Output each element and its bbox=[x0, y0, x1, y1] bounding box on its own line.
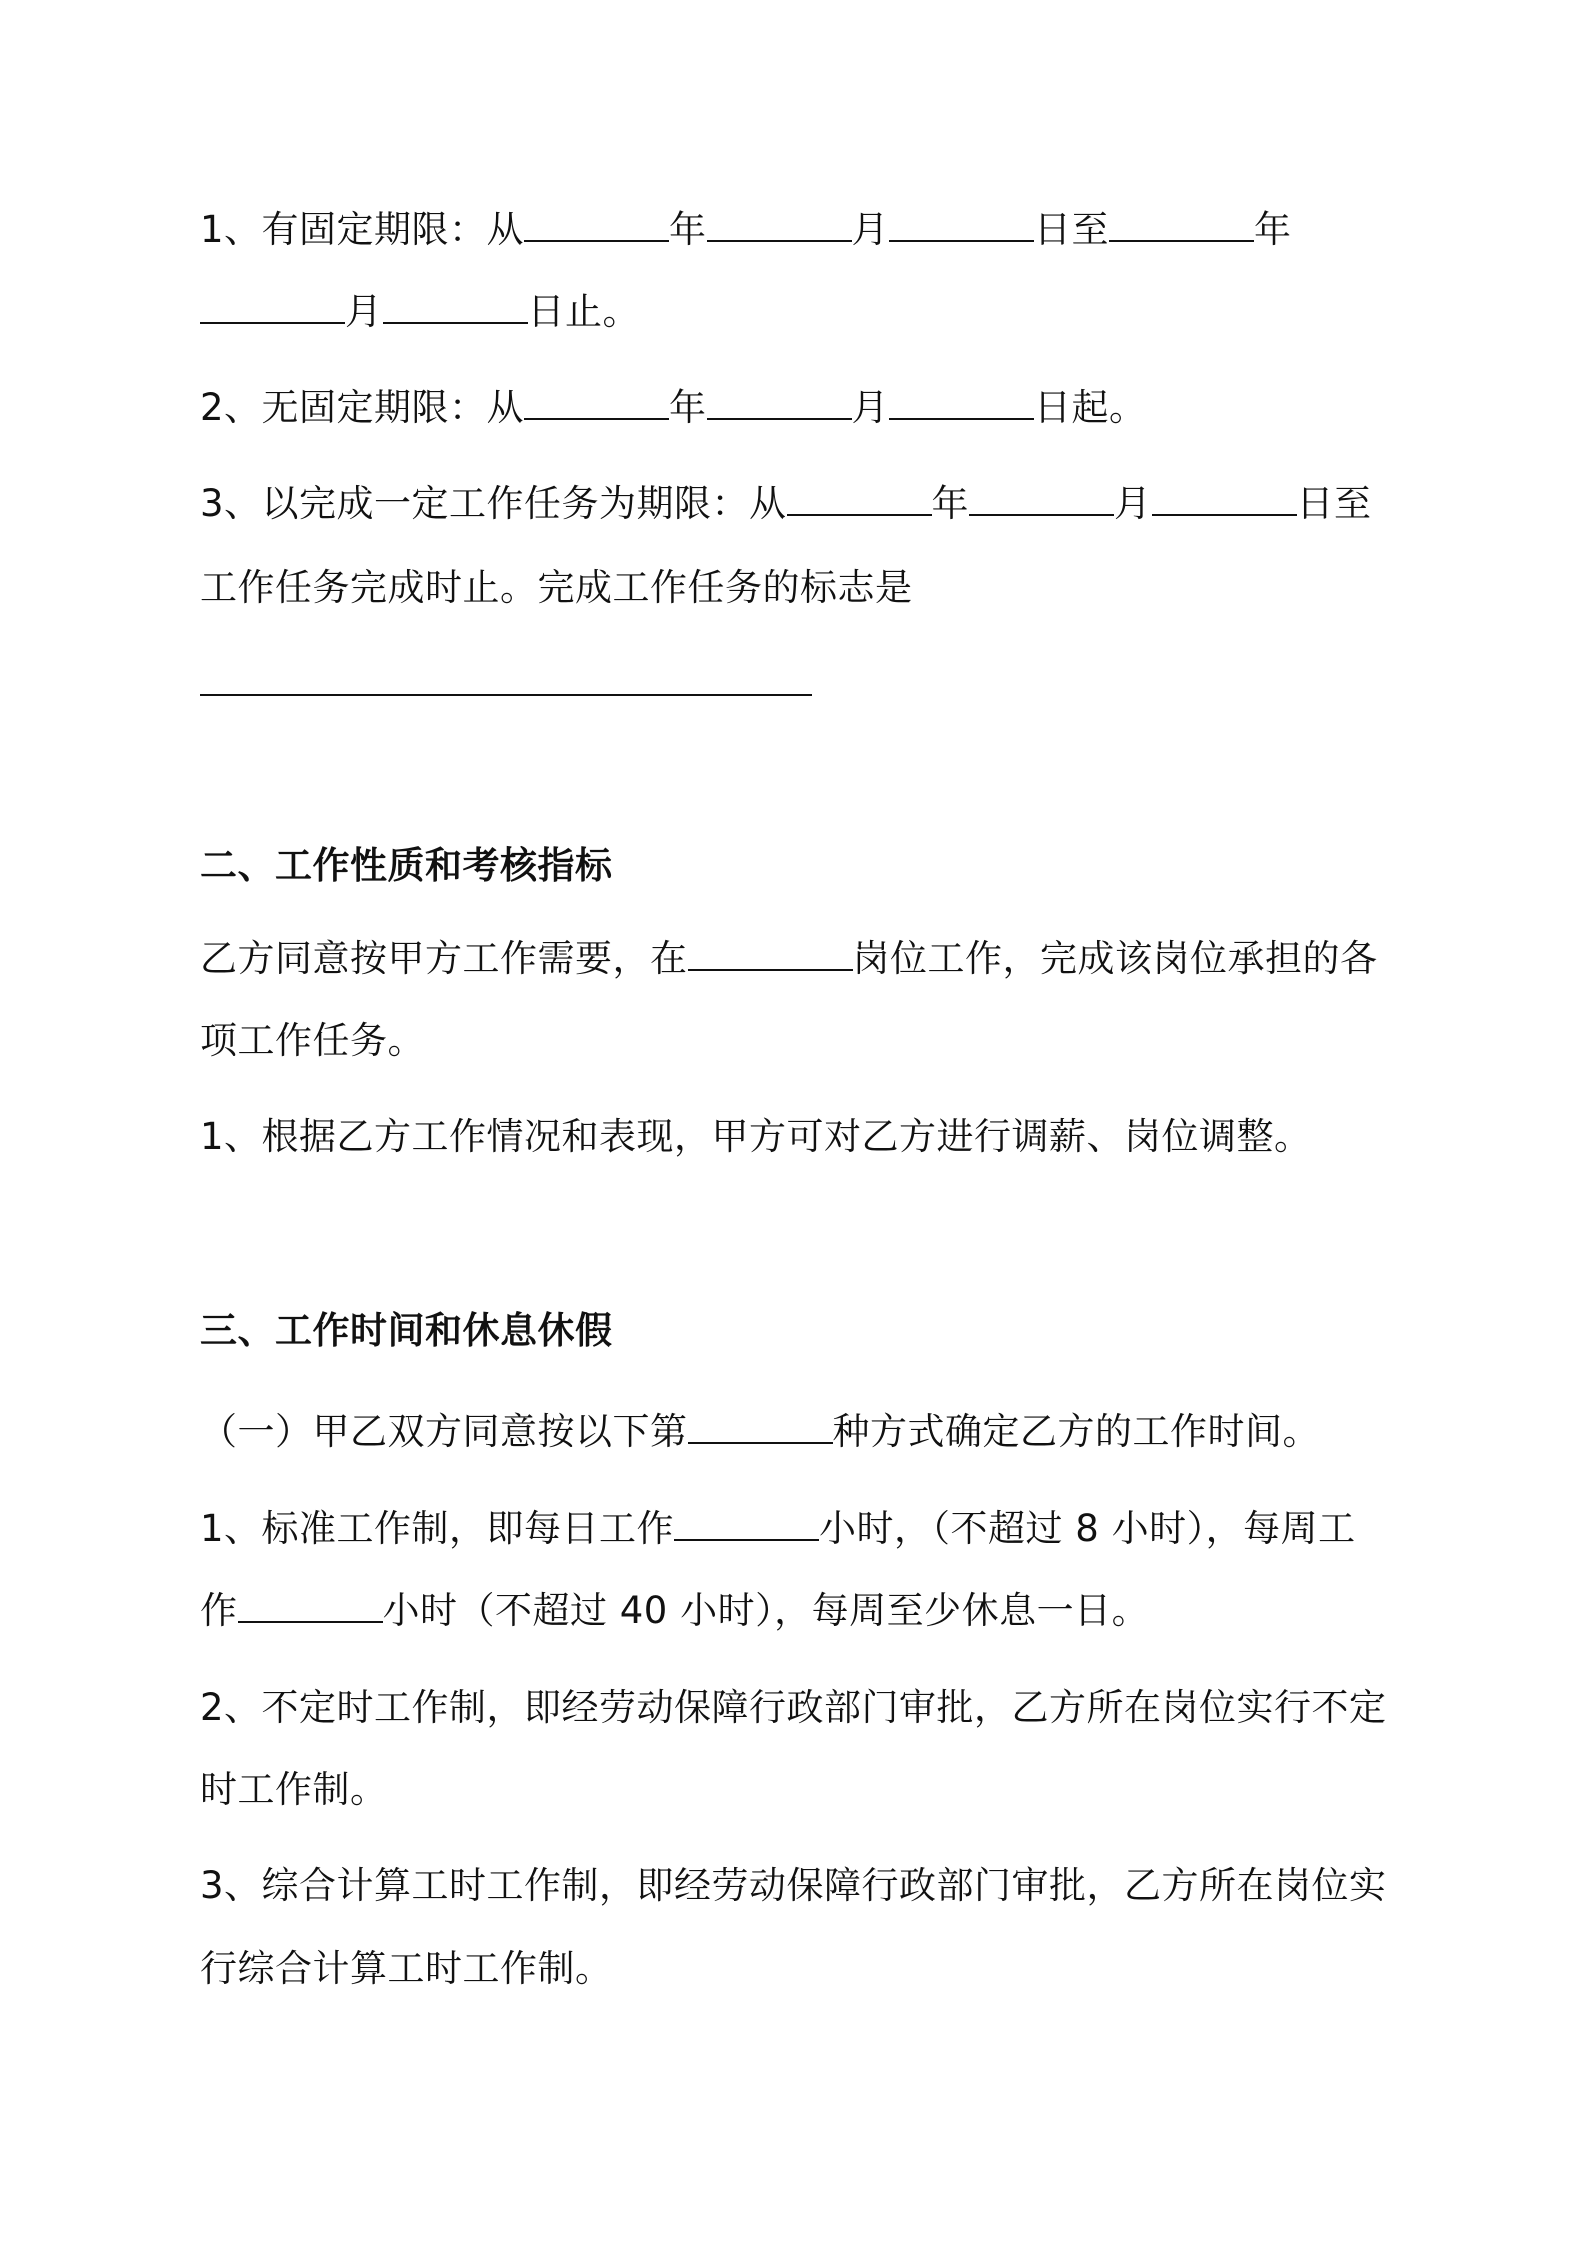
hours-item-2-line-1: 2、不定时工作制，即经劳动保障行政部门审批，乙方所在岗位实行不定 bbox=[200, 1686, 1387, 1729]
nature-para-text-a: 乙方同意按甲方工作需要，在 bbox=[200, 937, 688, 980]
hours-item-1-line-1 bbox=[200, 1505, 1356, 1553]
unit-month: 月 bbox=[851, 386, 890, 429]
term-option-3-label: 3、以完成一定工作任务为期限：从 bbox=[200, 482, 787, 525]
unit-month: 月 bbox=[851, 208, 890, 251]
unit-year: 年 bbox=[931, 482, 970, 525]
unit-month: 月 bbox=[1114, 482, 1152, 525]
term-option-1-line-2 bbox=[200, 288, 640, 336]
hours-item-1-text-c: 作 bbox=[200, 1589, 238, 1632]
nature-para-line-1 bbox=[200, 935, 1378, 983]
term-option-3-line-1 bbox=[200, 480, 1372, 528]
unit-month: 月 bbox=[345, 290, 383, 333]
term-option-1-line-1 bbox=[200, 206, 1292, 254]
blank-field[interactable] bbox=[787, 484, 932, 516]
term-option-2-label: 2、无固定期限：从 bbox=[200, 386, 525, 429]
hours-item-3-line-2: 行综合计算工时工作制。 bbox=[200, 1947, 613, 1990]
blank-field[interactable] bbox=[524, 210, 669, 242]
blank-field[interactable] bbox=[889, 388, 1034, 420]
blank-field[interactable] bbox=[969, 484, 1114, 516]
task-completion-text: 工作任务完成时止。完成工作任务的标志是 bbox=[200, 566, 913, 609]
blank-field[interactable] bbox=[688, 1412, 833, 1444]
section-heading-hours: 三、工作时间和休息休假 bbox=[200, 1309, 613, 1352]
blank-field[interactable] bbox=[524, 388, 669, 420]
hours-intro-text-a: （一）甲乙双方同意按以下第 bbox=[200, 1410, 688, 1453]
blank-field[interactable] bbox=[688, 939, 853, 971]
hours-intro-line bbox=[200, 1408, 1320, 1456]
blank-field[interactable] bbox=[238, 1591, 383, 1623]
hours-intro-text-b: 种方式确定乙方的工作时间。 bbox=[832, 1410, 1320, 1453]
task-completion-blank-line bbox=[200, 660, 812, 708]
blank-field[interactable] bbox=[1152, 484, 1297, 516]
blank-field-long[interactable] bbox=[200, 664, 812, 696]
blank-field[interactable] bbox=[1109, 210, 1254, 242]
hours-item-1-text-a: 1、标准工作制，即每日工作 bbox=[200, 1507, 675, 1550]
blank-field[interactable] bbox=[200, 292, 345, 324]
hours-item-1-text-b: 小时，（不超过 8 小时），每周工 bbox=[819, 1507, 1356, 1550]
unit-day-start: 日起。 bbox=[1034, 386, 1147, 429]
nature-para-text-b: 岗位工作，完成该岗位承担的各 bbox=[852, 937, 1378, 980]
unit-day-to: 日至 bbox=[1034, 208, 1110, 251]
term-option-1-label: 1、有固定期限：从 bbox=[200, 208, 525, 251]
blank-field[interactable] bbox=[707, 210, 852, 242]
blank-field[interactable] bbox=[889, 210, 1034, 242]
unit-year: 年 bbox=[1254, 208, 1292, 251]
hours-item-1-text-d: 小时（不超过 40 小时），每周至少休息一日。 bbox=[382, 1589, 1150, 1632]
blank-field[interactable] bbox=[674, 1509, 819, 1541]
unit-year: 年 bbox=[669, 386, 707, 429]
hours-item-2-line-2: 时工作制。 bbox=[200, 1768, 388, 1811]
nature-item-1: 1、根据乙方工作情况和表现，甲方可对乙方进行调薪、岗位调整。 bbox=[200, 1115, 1312, 1158]
term-option-2-line bbox=[200, 384, 1147, 432]
unit-day-to: 日至 bbox=[1296, 482, 1372, 525]
hours-item-3-line-1: 3、综合计算工时工作制，即经劳动保障行政部门审批，乙方所在岗位实 bbox=[200, 1864, 1387, 1907]
hours-item-1-line-2 bbox=[200, 1587, 1149, 1635]
section-heading-nature: 二、工作性质和考核指标 bbox=[200, 844, 613, 887]
blank-field[interactable] bbox=[707, 388, 852, 420]
unit-year: 年 bbox=[669, 208, 707, 251]
nature-para-line-2: 项工作任务。 bbox=[200, 1019, 425, 1062]
unit-day-end: 日止。 bbox=[527, 290, 640, 333]
term-option-3-line-2 bbox=[200, 564, 913, 612]
blank-field[interactable] bbox=[383, 292, 528, 324]
